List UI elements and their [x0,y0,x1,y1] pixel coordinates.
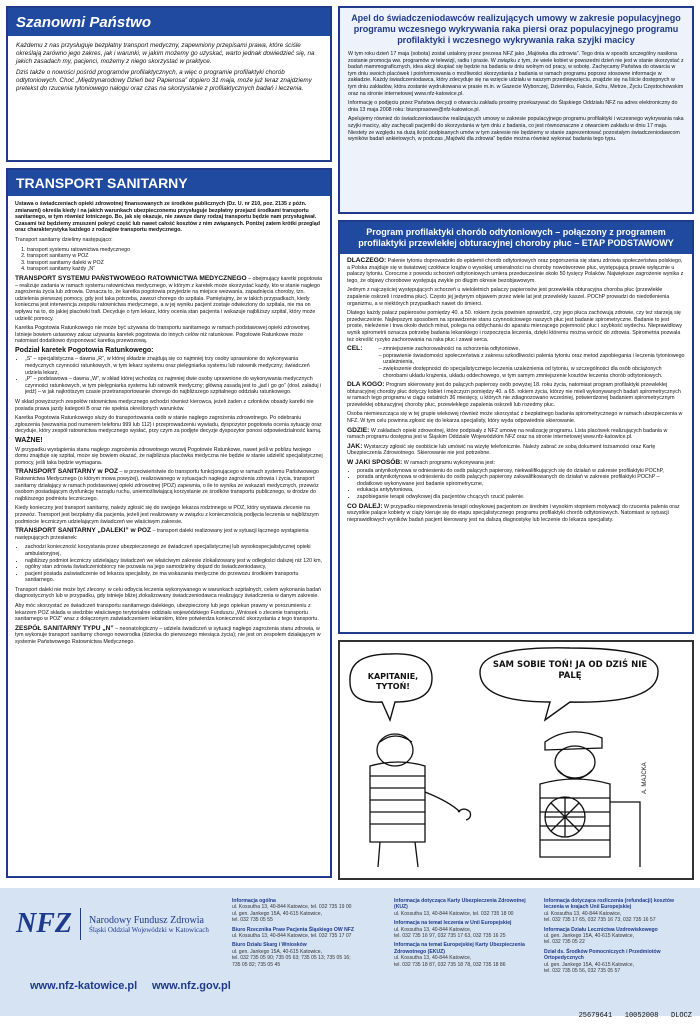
transport-title: TRANSPORT SANITARNY [8,170,330,196]
intro-paragraph-1: Każdemu z nas przysługuje bezpłatny transport medyczny, zapewniony przepisami prawa, które ściśle określają zarówno jego zakres, jak i warunki, w jakim możemy go uzyskać, warto jednak dowiedzieć się, na jakich zasadach my, pacjenci, możemy z niego skorzystać w praktyce. [16,42,315,65]
dlaczego-text: Palenie tytoniu doprowadziło do epidemii chorób odtytoniowych oraz pogorszenia się stanu zdrowia społeczeństwa polskiego, a Polska znajduje się w światowej czołówce krajów o wysokiej umieralności na choroby nowotworowe płuc, występującą prawie wyłącznie u palaczy tytoniu. Coroczne z powodu schorzeń odtytoniowych umiera przedwcześnie około 50 tysięcy Polaków. Największe zagrożenie wynika z tego, że objawy chorobowe występują zwykle po długim okresie bezobjawowym. [347,258,684,284]
list-item: 1. transport systemu ratownictwa medycznego [27,247,323,254]
intro-title: Szanowni Państwo [8,8,330,36]
contact-line: ul. gen. Jankego 15A, 40-615 Katowice, [544,933,635,940]
contact-heading: Informacja dotycząca rozliczenia (refundacji) kosztów leczenia w krajach Unii Europejskiej [544,898,674,911]
speech-bubble-2: SAM SOBIE TOŃ! JA OD DZIŚ NIE PALĘ [492,660,648,681]
contact-line: tel. 032 735 17 65, 032 735 16 73, 032 735 16 57 [544,917,656,924]
contact-line: tel. 032 735 05 22 [544,939,585,946]
list-item: • porada antynikotynowa w odniesieniu do osób palących papierosy, niekwalifikujących się do działań w zakresie profilaktyki POChP, [357,468,685,475]
list-item: – zmniejszenie zachorowalności na schorzenia odtytoniowe, [383,346,685,353]
transport-box [6,168,332,878]
list-item: – zwiększenie dostępności do specjalistycznego leczenia uzależnienia od tytoniu, w szczególności dla osób obciążonych chorobami układu krążenia, układu oddechowego, w tym samym zmniejszenie kosztów leczenia chorób odtytoniowych. [383,366,685,379]
w-jaki-sposob-list [347,468,685,501]
nfz-logo: NFZ [16,908,72,939]
co-dalej-text: W przypadku niepowodzenia terapii odwykowej pacjentom ze średnim i wysokim stopniem motywacji do rzucenia palenia oraz wszystkie palące kobiety w ciąży kieruje się do etapu specjalistycznego programu profilaktyki chorób odtytoniowych. Natomiast w sytuacji nieprawidłowych wyników badań pacjent kierowany jest na dalszą diagnostykę lub leczenie do lekarza specjalisty. [347,503,680,523]
nfz-logo-block [16,908,209,940]
cel-heading: CEL: [347,345,363,353]
contact-heading: Informacja Działu Lecznictwa Uzdrowiskowego [544,926,658,933]
list-item: 4. transport sanitarny każdy „N” [27,266,323,273]
dla-kogo-text-2: Osoba niemieszcząca się w tej grupie wiekowej również może skorzystać z bezpłatnego badania spirometrycznego w ramach ubezpieczenia w NFZ. W tym celu powinna zgłosić się do lekarza specjalisty, który wyda odpowiednie skierowanie. [347,411,683,425]
section1-text: – obejmujący karetki pogotowia – realizuje zadania w ramach systemu ratownictwa medycznego, w którym z karetek może skorzystać każdy, kto w stanie nagłego zagrożenia życia lub zdrowia. Oznacza to, że karetka pogotowia przyjedzie na miejsce wezwania, zapadnięcia choroby, tzn. udzielenia pierwszej pomocy, gdy jest taka potrzeba, zawozi chorego do szpitala. Pamiętajmy, że w takich przypadkach, kiedy konieczna jest interwencja zespołu ratownictwa medycznego, a w jej wyniku pacjent zostaje odwieziony do szpitala, nie ma on wpływu na to, do jakiej placówki trafi. Decyduje o tym lekarz, który ocenia stan pacjenta i wskazuje najbliższy szpital, który może udzielić pomocy. [15,275,323,322]
footer-contact-col-3 [544,898,694,974]
gdzie-heading: GDZIE: [347,426,370,434]
apel-paragraph-2: Informację o podjęciu przez Państwa decyzji o otwarciu zakładu prosimy przekazywać do Śląskiego Oddziału NFZ na adres elektroniczny do dnia 13 maja 2008 roku: biuroprasowe@nfz-katowice.pl. [348,100,678,113]
intro-paragraph-2: Dziś także o nowości pośród programów profilaktycznych, a więc o programie profilaktyki chorób odtytoniowych. Choć „Międzynarodowy Dzień bez Papierosa” dopiero 31 maja, może już teraz znajdziemy pretekst do rzucenia tytoniowego nałogu oraz czas na skorzystanie z profilaktycznych badań i leczenia. [16,69,312,92]
section2-heading: TRANSPORT SANITARNY w POZ [15,468,119,476]
contact-heading: Dział ds. Środków Pomocniczych i Przedmiotów Ortopedycznych [544,948,661,962]
w-jaki-sposob-text: W ramach programu wykonywana jest: [402,460,496,467]
sklad-paragraph: W skład powyższych zespołów ratownictwa medycznego wchodzi również kierowca, jeżeli żaden z członków obsady karetki nie posiada prawa jazdy kategorii B oraz nie spełnia określonych warunków. [15,399,314,412]
footer [0,888,700,1016]
contact-line: ul. Kossutha 13, 40-844 Katowice, [394,926,472,933]
org-name: Narodowy Fundusz Zdrowia [89,914,204,926]
list-item: • edukacja antytytoniowa, [357,487,685,494]
contact-line: tel. 032 735 05 55 [232,917,273,924]
print-code: 25679641 10052008 DLOCZ [578,1012,692,1020]
apel-title: Apel do świadczeniodawców realizujących umowy w zakresie populacyjnego programu wczesnego wykrywania raka piersi oraz populacyjnego programu profilaktyki i wczesnego wykrywania raka szyjki macicy [351,13,681,45]
contact-line: ul. Kossutha 13, 40-844 Katowice, [394,955,472,962]
contact-heading: Informacja na temat Europejskiej Karty Ubezpieczenia Zdrowotnego (EKUZ) [394,942,525,955]
cel-list [373,346,685,379]
section2-text-2: Kiedy konieczny jest transport sanitarny, należy zgłosić się do swojego lekarza rodzinnego w POZ, który wystawia zlecenie na przewóz. Transport jest bezpłatny dla pacjenta, jeżeli jest realizowany w związku z koniecznością podjęcia leczenia w najbliższym podmiocie leczniczym udzielającym świadczeń we właściwym zakresie. [15,505,319,525]
ustawa-paragraph: Ustawa o świadczeniach opieki zdrowotnej finansowanych ze środków publicznych (Dz. U. nr 210, poz. 2135 z późn. zmianami) określa kiedy i na jakich warunkach ubezpieczonemu przysługuje bezpłatny przejazd środkami transportu sanitarnego, w tym również lotniczego. Bo, jak się okazuje, nie zawsze dany rodzaj transportu będzie nam przysługiwał. Czasami też będziemy zmuszeni pokryć część lub nawet całość kosztów z nim związanych. Poniżej zatem krótki przegląd oraz charakterystyka każdego z rodzajów transportu medycznego. [15,201,320,234]
list-item: • zachodzi konieczność korzystania przez ubezpieczonego ze świadczeń specjalistycznej lub wysokospecjalistycznej opieki ambulatoryjnej, [25,544,323,557]
contact-line: tel. 032 735 16 97, 032 735 17 63, 032 735 16 25 [394,933,506,940]
section1-text-2: Karetka Pogotowia Ratunkowego nie może być używana do transportu sanitarnego w ramach podstawowej opieki zdrowotnej. Istnieje bowiem ustawowy zakaz używania karetek pogotowia do innych celów niż ratunkowe. Pogotowie Ratunkowe może natomiast dodatkowo dysponować karetką przewozową. [15,325,311,345]
karetki-heading: Podział karetek Pogotowia Ratunkowego: [15,346,154,354]
jak-heading: JAK: [347,442,363,450]
contact-line: ul. gen. Jankego 15A, 40-615 Katowice, [232,948,323,955]
cartoon-box [338,640,694,880]
contact-line: tel. 032 735 18 87, 032 735 18 78, 032 735 18 86 [394,961,506,968]
contact-heading: Biuro Działu Skarg i Wniosków [232,942,307,949]
org-subtitle: Śląski Oddział Wojewódzki w Katowicach [89,925,209,934]
wazne-text: W przypadku wystąpienia stanu nagłego zagrożenia zdrowotnego wezwij Pogotowie Ratunkowe, nawet jeśli w poblizu twojego domu znajduje się szpital, może się bowiem okazać, że najbliższa placówka medyczna nie będzie w stanie udzielić specjalistycznej pomocy, jeśli taka będzie wymagana. [15,446,323,466]
list-item: 2. transport sanitarny w POZ [27,253,323,260]
speech-bubble-1: KAPITANIE, TYTOŃ! [367,672,419,691]
section3-heading: TRANSPORT SANITARNY „DALEKI” w POZ [15,527,152,535]
list-item: – poprawienie świadomości społeczeństwa z zakresu szkodliwości palenia tytoniu oraz metod zapobiegania i leczenia tytoniowego uzależnienia, [383,353,685,366]
left-column [6,6,332,878]
contact-line: 735 05 82; 735 05 45 [232,961,281,968]
section4-heading: ZESPÓŁ SANITARNY TYPU „N” [15,624,114,632]
section2-text: – w przeciwieństwie do transportu funkcjonującego w ramach systemu Państwowego Ratownictwa Medycznego (o którym mowa powyżej), realizowanego w sytuacjach nagłego zagrożenia zdrowia i życia, transport sanitarny działający w ramach podstawowej opieki zdrowotnej (POZ) zapewnia, o ile to wynika ze wskazań medycznych, przewóz osobom posiadającym dysfunkcję narządu ruchu, uniemożliwiającą korzystanie ze środków transportu publicznego, w drodze do najbliższego podmiotu leczniczego. [15,469,319,502]
program-title: Program profilaktyki chorób odtytoniowych – połączony z programem profilaktyki przewlekłej obturacyjnej choroby płuc – ETAP PODSTAWOWY [340,222,692,254]
web-link-2[interactable]: www.nfz.gov.pl [152,980,231,992]
list-item: • ogólny stan zdrowia świadczeniobiorcy nie pozwala na jego samodzielny dojazd do świadczeniodawcy, [25,564,323,571]
footer-contact-col-2 [394,898,536,968]
section3-text: – transport daleki realizowany jest w sytuacji łącznego wystąpienia następujących przesłanek: [15,528,309,541]
contact-heading: Biuro Rzecznika Praw Pacjenta Śląskiego OW NFZ [232,926,355,933]
section3-text-2: Transport daleki nie może być zlecony: w celu odbycia leczenia wykonywanego w warunkach szpitalnych, celem wykonania badań diagnostycznych lub w przypadku, gdy istnieje bliżej zlokalizowany świadczeniodawca realizujący świadczenia w danym zakresie. [15,586,322,600]
section3-list [15,544,323,584]
karetki-list [15,356,323,396]
web-link-1[interactable]: www.nfz-katowice.pl [30,980,138,992]
intro-box [6,6,332,162]
section1-heading: TRANSPORT SYSTEMU PAŃSTWOWEGO RATOWNICTWA MEDYCZNEGO [15,274,247,282]
contact-line: ul. Kossutha 13, 40-844 Katowice, [544,910,622,917]
contact-line: ul. gen. Jankego 15A, 40-615 Katowice, [544,961,635,968]
section4-text: – neonatologiczny – udziela świadczeń w sytuacji nagłego zagrożenia stanu zdrowia, w tym wykonuje transport sanitarny chorego noworodka (dziecka do pierwszego miesiąca życia); nie jest on zespołem działającym w systemie Państwowego Ratownictwa Medycznego. [15,625,321,646]
list-item: • „S” – specjalistyczna – dawna „R”, w której składzie znajdują się co najmniej trzy osoby uprawnione do wykonywania medycznych czynności ratunkowych, w tym lekarz systemu oraz pielęgniarka systemu lub ratownik medyczny; świadczeń udziela lekarz, [25,356,323,376]
list-item: • pacjent posiada zaświadczenie od lekarza specjalisty, że ma wskazania medyczne do przewozu środkiem transportu sanitarnego. [25,571,323,584]
contact-line: tel. 032 735 05 90; 735 05 63; 735 05 13; 735 05 16; [232,955,351,962]
list-intro: Transport sanitarny dzielimy następująco: [15,236,113,243]
list-item: • zapobieganie terapii odwykowej dla pacjentów chcących rzucić palenie. [357,494,685,501]
section3-text-3: Aby móc skorzystać ze świadczeń transportu sanitarnego dalekiego, ubezpieczony lub jego opiekun prawny w porozumieniu z lekarzem POZ składa w siedzibie właściwego terytorialnie oddziału wojewódzkiego Funduszu „Wniosek o zlecenie transportu sanitarnego w POZ” wraz z dołączonym zaświadczeniem lekarskim, które potwierdza konieczność skorzystania z tego transportu. [15,603,319,623]
dlaczego-text-2: Jednym z najczęściej występujących schorzeń u wieloletnich palaczy papierosów jest przewlekła obturacyjna choroba płuc (przewlekłe zapalenie oskrzeli i rozedma płuc). Często jej jedynym objawem przez wiele lat jest przewlekły kaszel. POChP prowadzi do niedotlenienia organizmu, a w niektórych przypadkach nawet do śmierci. [347,287,670,307]
dla-kogo-text: Program skierowany jest do palących papierosy osób powyżej 18. roku życia, natomiast program profilaktyki przewlekłej obturacyjnej choroby płuc dotyczy kobiet i mężczyzn pomiędzy 40. a 65. rokiem życia, którzy nie mieli wykonywanych badań spirometrycznych w ramach tego programu w ciągu ostatnich 36 miesięcy, u których nie zdiagnozowano wcześniej, potwierdzonej badaniem spirometrycznym przewlekłej obturacyjnej choroby płuc, przewlekłego zapalenia oskrzeli lub rozedmy płuc. [347,382,681,408]
gdzie-text: W zakładach opieki zdrowotnej, które podpisały z NFZ umowę na realizację programu. Lista placówek realizujących badania w ramach programu dostępna jest w Śląskim Oddziale Wojewódzkim NFZ oraz na stronie internetowej www.nfz-katowice.pl. [347,427,668,441]
cartoon-signature: A. MAJCKA [642,762,648,794]
list-item: • najbliższy podmiot leczniczy udzielający świadczeń we właściwym zakresie zlokalizowany jest w odległości dalszej niż 120 km, [25,558,323,565]
list-item: 3. transport sanitarny daleki w POZ [27,260,323,267]
contact-heading: Informacja ogólna [232,898,276,904]
jak-text: Wystarczy zgłosić się osobiście lub umówić na wizytę telefonicznie. Należy zabrać ze sobą dokument tożsamości oraz Kartę Ubezpieczenia Zdrowotnego. Skierowanie nie jest potrzebne. [347,443,656,457]
contact-line: ul. Kossutha 13, 40-844 Katowice, tel. 032 735 18 00 [394,910,514,917]
contact-line: ul. gen. Jankego 15A, 40-615 Katowice, [232,910,323,917]
contact-line: ul. Kossutha 13, 40-844 Katowice, tel. 032 735 19 00 [232,904,352,911]
apel-box [338,6,694,214]
dlaczego-text-3: Dlatego każdy palacz papierosów pomiędzy 40. a 50. rokiem życia powinien sprawdzić, czy jego płuca zachowują zdrowie, czy też starzeją się przedwcześnie. Najlepszym sposobem na sprawdzenie stanu czynnościowego naszych płuc jest badanie spirometryczne. Badanie to jest proste, nieleżenie i trwa około dwóch minut, polega na oddychaniu do aparatu mierzącego pojemność płuc i szybkość wydechu. Nieprawidłowy wynik spirometrii oznacza potrzebę badania lekarskiego i rozpoczęcia leczenia, dzięki któremu można wrócić do zdrowia. Spirometria pozwala też określić ryzyko zachorowania na raka płuc i zawał serca. [347,310,683,343]
contact-line: ul. Kossutha 13, 40-844 Katowice, tel. 032 735 17 07 [232,933,352,940]
co-dalej-heading: CO DALEJ: [347,502,383,510]
footer-contact-col-1 [232,898,382,968]
right-column [338,6,694,880]
contact-heading: Informacja na temat leczenia w Unii Europejskiej [394,920,512,927]
list-item: • „P” – podstawowa – dawna „W”, w skład której wchodzą co najmniej dwie osoby uprawnione do wykonywania medycznych czynności ratunkowych, w tym pielęgniarka systemu lub ratownik medyczny; główną zasadą jest to „jad i go go” (dosł. załaduj i jedź) – w jak najkrótszym czasie przetransportowanie chorego do najbliższego szpitalnego oddziału ratunkowego. [25,376,323,396]
contact-line: tel. 032 735 05 56, 032 735 05 57 [544,968,621,975]
contact-heading: Informacja dotycząca Karty Ubezpieczenia Zdrowotnej (KUZ) [394,898,526,911]
wazne-heading: WAŻNE! [15,437,43,444]
apel-paragraph-3: Apelujemy również do świadczeniodawców realizujących umowy w zakresie populacyjnego programu profilaktyki i wczesnego wykrywania raka szyjki macicy, aby zachęcali pacjentki do skorzystania w tym dniu z badania, co jest równoznaczne z otwarciem zakładu w dniu 17 maja. Niestety ze względu na dużą ilość podpisanych umów w tym zakresie nie będziemy w stanie zaprezentować pozostałym świadczeniodawcom wyników badań ankietowych, w podczas „Majówki dla zdrowia” będzie można również wykonać badania tego typu. [348,116,684,143]
dla-kogo-heading: DLA KOGO: [347,381,385,389]
dlaczego-heading: DLACZEGO: [347,257,387,264]
program-box [338,220,694,634]
w-jaki-sposob-heading: W JAKI SPOSÓB: [347,459,403,467]
transport-type-list [15,247,323,273]
karetka-wezwanie-paragraph: Karetka Pogotowia Ratunkowego służy do transportowania osób w stanie nagłego zagrożenia zdrowotnego. Po odebraniu zgłoszenia (wezwania pod numerem telefonu 999 lub 112) i przeprowadzeniu wywiadu, dyspozytor pogotowia ocenia sytuację oraz decyduje, który zespół ratownictwa medycznego wysłać, przy czym za podjęte decyzje dyspozytor ponosi odpowiedzialność karną. [15,415,322,435]
list-item: • porada antynikotynowa w odniesieniu do osób palących papierosy zakwalifikowanych do działań w zakresie profilaktyki POChP – dodatkowo wykonywane jest badanie spirometryczne, [357,474,685,487]
apel-paragraph-1: W tym roku dzień 17 maja (sobota) został ustalony przez prezesa NFZ jako „Majówka dla zdrowia”. Tego dnia w sposób szczególny nasilona zostanie promocja ww. programów w telewizji, radiu i prasie. W związku z tym, że wiele kobiet w powszedni dzień nie jest w stanie skorzystać z badań mammograficznych, idea akcji skupiać się będzie na badaniu w dniu wolnym od pracy, w sobotę. Zachęcamy Państwa do otwarcia w tym dniu swoich placówek i poinformowania o możliwości skorzystania z badania w ramach programu poprzez stosowne informacje w zakładzie. Każdy świadczeniodawca, który zdecyduje się na wzięcie udziału w naszym przedsięwzięciu, znajdzie się na liście dostępnych w tym dniu zakładów, która zostanie wydrukowana w prasie m.in. w Gazecie Wyborczej, Dzienniku, Fakcie, Echu, Metrze, Życiu Częstochowskim oraz na stronie internetowej www.nfz-katowice.pl. [348,51,684,97]
